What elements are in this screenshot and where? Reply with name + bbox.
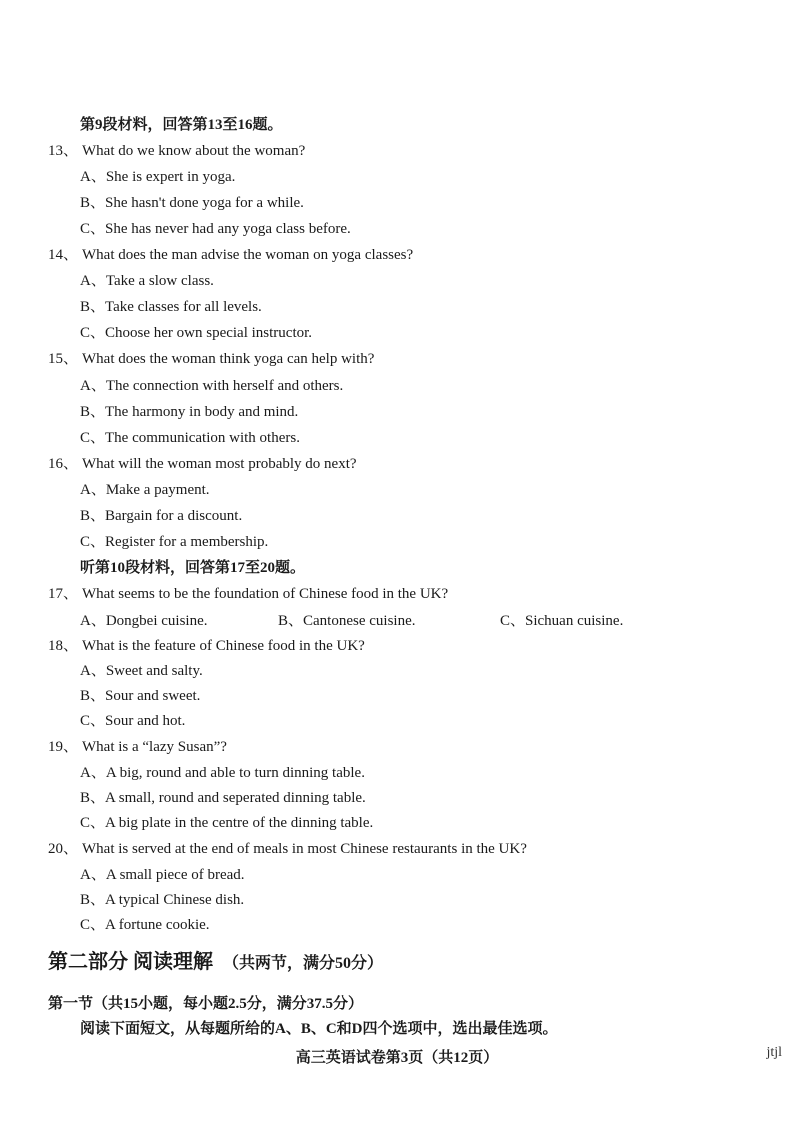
option-20-b: B、A typical Chinese dish. xyxy=(80,892,245,908)
option-15-b: B、The harmony in body and mind. xyxy=(80,404,299,420)
option-19-c: C、A big plate in the centre of the dinning table. xyxy=(80,815,374,831)
option-20-a: A、A small piece of bread. xyxy=(80,867,245,883)
option-14-b: B、Take classes for all levels. xyxy=(80,299,262,315)
option-15-c: C、The communication with others. xyxy=(80,430,300,446)
question-16 xyxy=(48,455,357,473)
corner-mark: jtjl xyxy=(766,1045,782,1060)
option-18-c: C、Sour and hot. xyxy=(80,713,186,729)
option-19-a: A、A big, round and able to turn dinning table. xyxy=(80,765,365,781)
option-16-a: A、Make a payment. xyxy=(80,482,210,498)
option-17-a: A、Dongbei cuisine. xyxy=(80,613,208,629)
option-15-a: A、The connection with herself and others. xyxy=(80,378,344,394)
question-text: What is the feature of Chinese food in the UK? xyxy=(82,638,365,654)
section-intro-9: 第9段材料，回答第13至16题。 xyxy=(80,117,283,133)
question-text: What does the man advise the woman on yoga classes? xyxy=(82,247,414,263)
option-14-c: C、Choose her own special instructor. xyxy=(80,325,313,341)
question-number: 17、 xyxy=(48,586,79,602)
question-text: What do we know about the woman? xyxy=(82,143,306,159)
question-number: 18、 xyxy=(48,638,79,654)
question-15 xyxy=(48,350,374,368)
option-17-b: B、Cantonese cuisine. xyxy=(278,613,416,629)
question-19 xyxy=(48,738,227,756)
question-number: 16、 xyxy=(48,456,79,472)
part-subtitle: （共两节，满分50分） xyxy=(223,955,384,972)
option-13-a: A、She is expert in yoga. xyxy=(80,169,236,185)
question-text: What is served at the end of meals in most Chinese restaurants in the UK? xyxy=(82,841,527,857)
option-20-c: C、A fortune cookie. xyxy=(80,917,210,933)
question-14 xyxy=(48,246,413,264)
question-number: 15、 xyxy=(48,351,79,367)
question-18 xyxy=(48,637,365,655)
part-heading xyxy=(48,950,383,976)
option-16-c: C、Register for a membership. xyxy=(80,534,269,550)
part-title: 第二部分 阅读理解 xyxy=(48,951,213,973)
option-19-b: B、A small, round and seperated dinning table. xyxy=(80,790,366,806)
question-17 xyxy=(48,585,448,603)
section-intro-10: 听第10段材料，回答第17至20题。 xyxy=(80,560,306,576)
option-18-b: B、Sour and sweet. xyxy=(80,688,201,704)
question-number: 14、 xyxy=(48,247,79,263)
option-17-c: C、Sichuan cuisine. xyxy=(500,613,624,629)
question-number: 19、 xyxy=(48,739,79,755)
question-text: What will the woman most probably do next? xyxy=(82,456,357,472)
page-footer: 高三英语试卷第3页（共12页） xyxy=(295,1050,499,1066)
question-text: What does the woman think yoga can help with? xyxy=(82,351,375,367)
question-number: 13、 xyxy=(48,143,79,159)
question-text: What seems to be the foundation of Chinese food in the UK? xyxy=(82,586,449,602)
question-20 xyxy=(48,840,527,858)
option-18-a: A、Sweet and salty. xyxy=(80,663,203,679)
question-number: 20、 xyxy=(48,841,79,857)
question-13 xyxy=(48,142,305,160)
option-14-a: A、Take a slow class. xyxy=(80,273,214,289)
question-text: What is a “lazy Susan”? xyxy=(82,739,227,755)
option-13-c: C、She has never had any yoga class before. xyxy=(80,221,351,237)
instruction-text: 阅读下面短文，从每题所给的A、B、C和D四个选项中，选出最佳选项。 xyxy=(80,1021,558,1037)
option-13-b: B、She hasn't done yoga for a while. xyxy=(80,195,304,211)
option-16-b: B、Bargain for a discount. xyxy=(80,508,243,524)
section-heading: 第一节（共15小题，每小题2.5分，满分37.5分） xyxy=(48,996,364,1012)
